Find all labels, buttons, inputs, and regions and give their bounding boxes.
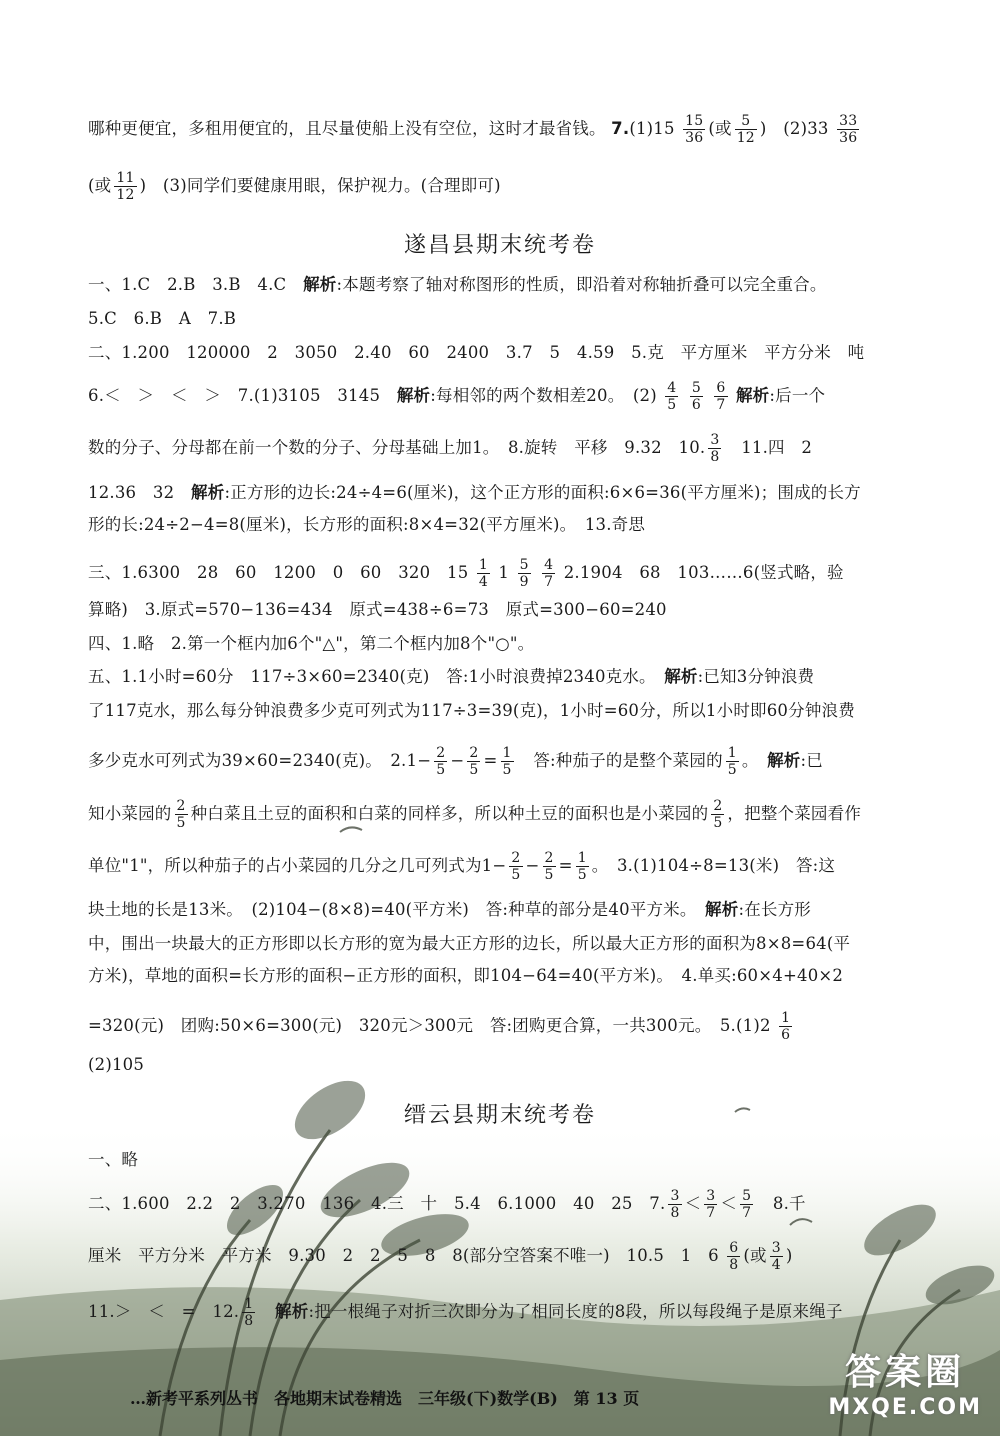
- fraction-numerator: 11: [116, 170, 135, 186]
- fraction-denominator: 5: [436, 762, 446, 778]
- fraction: [114, 170, 136, 203]
- text-span: ): [785, 1246, 793, 1265]
- text-line: 一、略: [88, 1150, 139, 1169]
- text-line: 5.C 6.B A 7.B: [88, 309, 237, 328]
- text-span: 种白菜且土豆的面积和白菜的同样多，所以种土豆的面积也是小菜园的: [190, 804, 709, 823]
- text-line: [88, 1240, 940, 1273]
- fraction-numerator: 1: [502, 745, 512, 761]
- fraction: [542, 557, 555, 590]
- fraction: [477, 557, 490, 590]
- fraction-denominator: 5: [713, 815, 723, 831]
- text-span: :每相邻的两个数相差20。 (2): [430, 386, 657, 405]
- fraction-denominator: 5: [502, 762, 512, 778]
- text-line: [88, 272, 940, 298]
- text-span: 二、1.600 2.2 2 3.270 136 4.三 十 5.4 6.1000 40 25 7.: [88, 1194, 666, 1213]
- fraction-numerator: 1: [577, 850, 587, 866]
- fraction-denominator: 5: [544, 867, 554, 883]
- fraction-numerator: 5: [735, 113, 757, 130]
- text-span: (或: [743, 1246, 767, 1265]
- text-line: [88, 480, 940, 506]
- site-watermark: [828, 1344, 982, 1420]
- fraction: [543, 850, 556, 883]
- text-span: 。 3.(1)104÷8=13(米) 答:这: [591, 856, 836, 875]
- text-line: 二、1.200 120000 2 3050 2.40 60 2400 3.7 5 4.59 5.克 平方厘米 平方分米 吨: [88, 343, 865, 362]
- fraction-numerator: 3: [706, 1188, 716, 1204]
- text-line: [88, 432, 940, 465]
- fraction-denominator: 36: [685, 130, 704, 146]
- fraction: [735, 113, 757, 146]
- fraction-denominator: 9: [519, 574, 529, 590]
- text-span: 知小菜园的: [88, 804, 172, 823]
- fraction-denominator: 12: [736, 130, 755, 146]
- fraction-denominator: 5: [727, 762, 737, 778]
- fraction-numerator: 15: [685, 113, 704, 129]
- text-line: [88, 1296, 940, 1329]
- fraction: [683, 113, 705, 146]
- fraction-denominator: 8: [244, 1313, 254, 1329]
- text-span: 数的分子、分母都在前一个数的分子、分母基础上加1。 8.旋转 平移 9.32 10.: [88, 438, 706, 457]
- fraction-numerator: 2: [436, 745, 446, 761]
- fraction-numerator: 2: [469, 745, 479, 761]
- text-span: 单位"1"，所以种茄子的占小菜园的几分之几可列式为1−: [88, 856, 507, 875]
- fraction-denominator: 8: [729, 1257, 739, 1273]
- analysis-label: 解析: [664, 667, 698, 686]
- analysis-label: 解析: [275, 1302, 309, 1321]
- page-footer: …新考平系列丛书 各地期末试卷精选 三年级(下)数学(B) 第 13 页: [130, 1389, 640, 1408]
- text-span: 6.＜ ＞ ＜ ＞ 7.(1)3105 3145: [88, 386, 397, 405]
- text-span: ＜: [684, 1194, 702, 1213]
- text-line: 中，围出一块最大的正方形即以长方形的宽为最大正方形的边长，所以最大正方形的面积为8×8=64(平: [88, 934, 851, 953]
- text-span: 11.四 2: [741, 438, 813, 457]
- fraction-denominator: 4: [771, 1257, 781, 1273]
- fraction-numerator: 5: [742, 1188, 752, 1204]
- text-span: 哪种更便宜，多租用便宜的，且尽量使船上没有空位，这时才最省钱。: [88, 119, 606, 138]
- fraction: [779, 1010, 792, 1043]
- fraction: [837, 113, 859, 146]
- text-span: ) (3)同学们要健康用眼，保护视力。(合理即可): [139, 176, 501, 195]
- text-span: ＜: [720, 1194, 738, 1213]
- fraction-denominator: 36: [839, 130, 858, 146]
- analysis-label: 解析: [767, 751, 801, 770]
- watermark-url: MXQE.COM: [828, 1395, 982, 1420]
- fraction-denominator: 6: [781, 1027, 791, 1043]
- text-span: 。: [741, 751, 768, 770]
- text-line: [88, 113, 940, 146]
- analysis-label: 解析: [396, 386, 431, 405]
- text-line: [88, 380, 940, 413]
- fraction: [711, 798, 724, 831]
- fraction-numerator: 6: [716, 380, 726, 396]
- text-span: 答:种茄子的是整个菜园的: [516, 751, 723, 770]
- text-span: (或: [88, 176, 112, 195]
- text-span: ，把整个菜园看作: [727, 804, 862, 823]
- text-span: −: [525, 856, 540, 875]
- fraction: [434, 745, 447, 778]
- text-span: 一、1.C 2.B 3.B 4.C: [88, 275, 304, 294]
- fraction-numerator: 1: [244, 1296, 254, 1312]
- text-span: 1: [498, 563, 510, 582]
- fraction-numerator: 1: [727, 745, 737, 761]
- text-line: [88, 745, 940, 778]
- analysis-label: 解析: [735, 386, 770, 405]
- text-line: [88, 798, 940, 831]
- text-span: 厘米 平方分米 平方米 9.30 2 2 5 8 8(部分空答案不唯一) 10.5 1 6: [88, 1246, 719, 1265]
- fraction-numerator: 2: [176, 798, 186, 814]
- text-line: [88, 850, 940, 883]
- fraction: [708, 432, 721, 465]
- text-line: [88, 1188, 940, 1221]
- fraction: [690, 380, 703, 413]
- fraction: [727, 1240, 740, 1273]
- fraction-denominator: 5: [577, 867, 587, 883]
- fraction-numerator: 3: [670, 1188, 680, 1204]
- fraction: [576, 850, 589, 883]
- fraction: [518, 557, 531, 590]
- fraction-numerator: 2: [713, 798, 723, 814]
- section-title: 缙云县期末统考卷: [403, 1103, 596, 1128]
- fraction: [770, 1240, 783, 1273]
- text-span: 12.36 32: [88, 483, 192, 502]
- fraction-denominator: 7: [706, 1205, 716, 1221]
- text-span: 三、1.6300 28 60 1200 0 60 320 15: [88, 563, 469, 582]
- fraction-denominator: 6: [691, 397, 701, 413]
- text-span: 五、1.1小时=60分 117÷3×60=2340(克) 答:1小时浪费掉2340克水。: [88, 667, 665, 686]
- fraction: [740, 1188, 753, 1221]
- fraction: [726, 745, 739, 778]
- fraction-numerator: 2: [511, 850, 521, 866]
- text-span: 8.千: [756, 1194, 806, 1213]
- fraction-numerator: 1: [478, 557, 488, 573]
- text-line: 方米)，草地的面积=长方形的面积−正方形的面积，即104−64=40(平方米)。 4.单买:60×4+40×2: [88, 966, 844, 985]
- fraction-numerator: 33: [839, 113, 858, 129]
- fraction-denominator: 7: [716, 397, 726, 413]
- watermark-logo-text: 答案圈: [845, 1352, 966, 1393]
- fraction-denominator: 7: [544, 574, 554, 590]
- text-span: −: [450, 751, 465, 770]
- text-span: =320(元) 团购:50×6=300(元) 320元＞300元 答:团购更合算，一共300元。 5.(1)2: [88, 1016, 771, 1035]
- text-line: [88, 897, 940, 923]
- fraction: [175, 798, 188, 831]
- fraction-numerator: 1: [781, 1010, 791, 1026]
- text-line: 算略) 3.原式=570−136=434 原式=438÷6=73 原式=300−60=240: [88, 600, 667, 619]
- fraction-denominator: 7: [742, 1205, 752, 1221]
- fraction-numerator: 5: [691, 380, 701, 396]
- text-line: [88, 664, 940, 690]
- item-number: 7.: [611, 119, 630, 138]
- analysis-label: 解析: [191, 483, 225, 502]
- text-line: [88, 1010, 940, 1043]
- fraction-numerator: 5: [519, 557, 529, 573]
- fraction-numerator: 6: [729, 1240, 739, 1256]
- fraction-denominator: 8: [670, 1205, 680, 1221]
- text-line: [88, 170, 940, 203]
- text-span: :本题考察了轴对称图形的性质，即沿着对称轴折叠可以完全重合。: [336, 275, 827, 294]
- fraction-numerator: 3: [710, 432, 720, 448]
- text-span: =: [558, 856, 573, 875]
- text-line: 四、1.略 2.第一个框内加6个"△"，第二个框内加8个"○"。: [88, 634, 535, 653]
- fraction-denominator: 5: [511, 867, 521, 883]
- text-span: ) (2)33: [759, 119, 829, 138]
- fraction: [714, 380, 727, 413]
- text-span: 多少克水可列式为39×60=2340(克)。 2.1−: [88, 751, 432, 770]
- text-line: [88, 557, 940, 590]
- fraction-numerator: 4: [667, 380, 677, 396]
- fraction-denominator: 5: [176, 815, 186, 831]
- analysis-label: 解析: [303, 275, 337, 294]
- text-span: 2.1904 68 103……6(竖式略，验: [563, 563, 844, 582]
- text-line: 了117克水，那么每分钟浪费多少克可列式为117÷3=39(克)，1小时=60分，所以1小时即60分钟浪费: [88, 701, 855, 720]
- fraction-denominator: 12: [116, 187, 135, 203]
- text-line: 形的长:24÷2−4=8(厘米)，长方形的面积:8×4=32(平方厘米)。 13.奇思: [88, 515, 646, 534]
- text-span: 11.＞ ＜ = 12.: [88, 1302, 240, 1321]
- fraction-denominator: 8: [710, 449, 720, 465]
- fraction-denominator: 5: [469, 762, 479, 778]
- text-span: :在长方形: [738, 900, 812, 919]
- text-line: (2)105: [88, 1055, 145, 1074]
- text-span: :已: [800, 751, 823, 770]
- fraction: [467, 745, 480, 778]
- fraction-denominator: 4: [478, 574, 488, 590]
- text-span: =: [483, 751, 498, 770]
- fraction-numerator: 3: [771, 1240, 781, 1256]
- fraction-numerator: 2: [544, 850, 554, 866]
- text-span: :把一根绳子对折三次即分为了相同长度的8段，所以每段绳子是原来绳子: [308, 1302, 843, 1321]
- fraction: [509, 850, 522, 883]
- text-span: :已知3分钟浪费: [697, 667, 815, 686]
- fraction: [704, 1188, 717, 1221]
- text-span: (1)15: [629, 119, 675, 138]
- fraction-numerator: 4: [544, 557, 554, 573]
- analysis-label: 解析: [705, 900, 739, 919]
- fraction: [668, 1188, 681, 1221]
- fraction-denominator: 5: [667, 397, 677, 413]
- text-span: 块土地的长是13米。 (2)104−(8×8)=40(平方米) 答:种草的部分是40平方米。: [88, 900, 706, 919]
- text-span: :后一个: [769, 386, 826, 405]
- fraction: [665, 380, 678, 413]
- fraction: [501, 745, 514, 778]
- fraction: [242, 1296, 255, 1329]
- text-span: (或: [708, 119, 732, 138]
- section-title: 遂昌县期末统考卷: [403, 233, 596, 258]
- text-span: :正方形的边长:24÷4=6(厘米)，这个正方形的面积:6×6=36(平方厘米)；围成的长方: [224, 483, 861, 502]
